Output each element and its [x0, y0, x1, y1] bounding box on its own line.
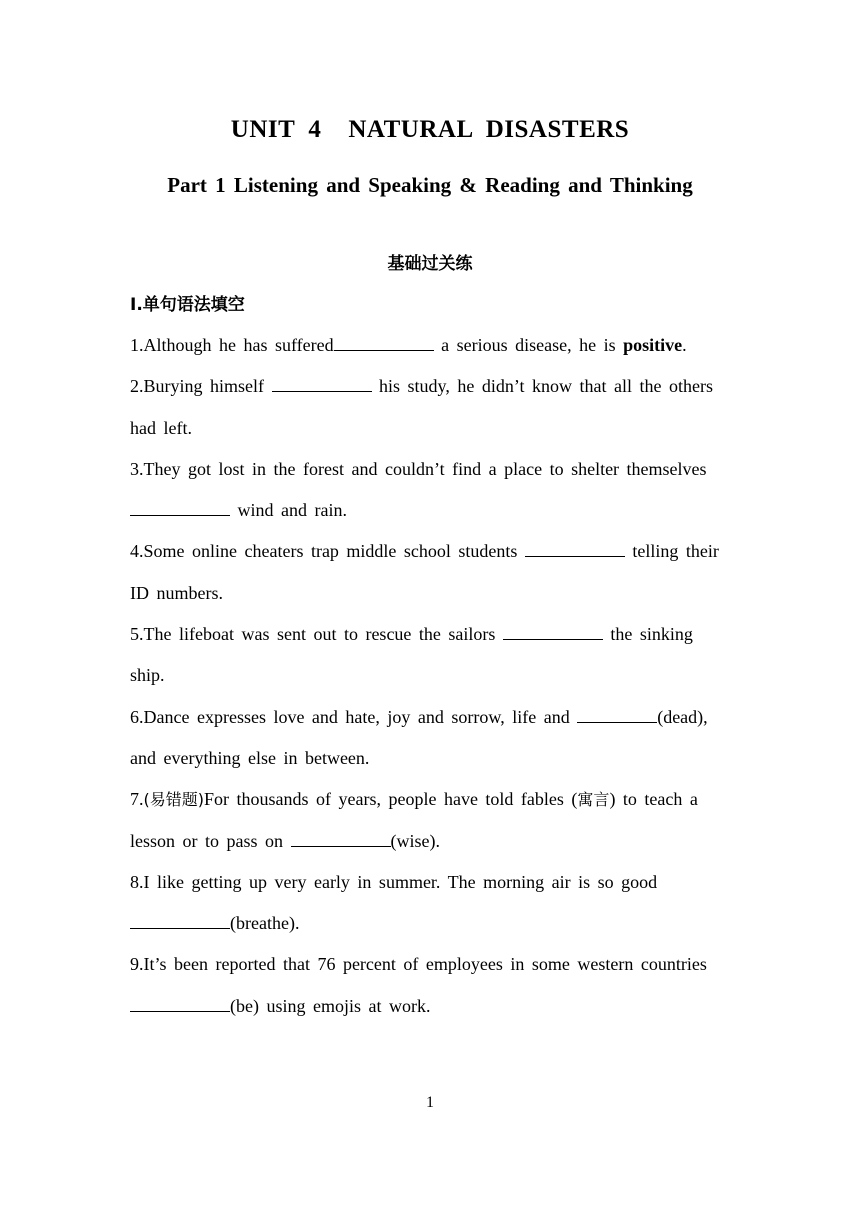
item-text: The lifeboat was sent out to rescue the sailors	[143, 624, 503, 645]
item-text: (be) using emojis at work.	[230, 995, 431, 1016]
item-text: I like getting up very early in summer. The morning air is so good	[143, 871, 658, 892]
exercise-item-4	[130, 531, 730, 614]
item-text: (dead), and everything else in between.	[130, 706, 708, 768]
exercise-subtitle: 基础过关练	[387, 254, 473, 274]
item-text: Some online cheaters trap middle school students	[143, 541, 525, 562]
item-text: the sinking ship.	[130, 624, 693, 686]
item-text: (breathe).	[230, 913, 300, 934]
answer-blank[interactable]	[525, 540, 625, 557]
exercise-item-5	[130, 614, 730, 697]
item-number: 9.	[130, 954, 144, 975]
item-text: It’s been reported that 76 percent of employees in some western countries	[143, 954, 707, 975]
item-gloss: 寓言	[577, 790, 610, 810]
item-number: 4.	[130, 541, 144, 562]
answer-blank[interactable]	[130, 499, 230, 516]
answer-blank[interactable]	[334, 334, 434, 351]
item-number: 1.	[130, 335, 144, 355]
item-number: 8.	[130, 871, 144, 892]
item-text: wind and rain.	[230, 500, 347, 521]
page-number: 1	[426, 1094, 434, 1111]
item-number: 5.	[130, 624, 144, 645]
exercise-item-3	[130, 449, 730, 532]
answer-blank[interactable]	[291, 830, 391, 847]
item-text: They got lost in the forest and couldn’t find a place to shelter themselves	[143, 458, 707, 479]
unit-title: UNIT 4 NATURAL DISASTERS	[230, 116, 630, 143]
answer-blank[interactable]	[503, 623, 603, 640]
exercise-item-6	[130, 697, 730, 780]
part-heading: Part 1 Listening and Speaking & Reading and Thinking	[167, 173, 693, 197]
item-text: .	[682, 335, 687, 355]
answer-blank[interactable]	[130, 912, 230, 929]
exercise-item-1	[130, 325, 730, 366]
item-text: Burying himself	[143, 376, 272, 397]
item-text: a serious disease, he is	[433, 335, 624, 355]
item-tag: (易错题)	[143, 790, 204, 810]
item-number: 6.	[130, 706, 144, 727]
item-text: Dance expresses love and hate, joy and sorrow, life and	[143, 706, 578, 727]
item-text: (wise).	[390, 830, 440, 851]
item-text: Although he has suffered	[143, 335, 334, 355]
item-text: For thousands of years, people have told fables (	[204, 789, 578, 810]
exercise-item-8	[130, 862, 730, 945]
exercise-item-2	[130, 366, 730, 449]
item-text: telling their ID numbers.	[130, 541, 719, 603]
exercise-item-7	[130, 779, 730, 862]
item-number: 2.	[130, 376, 144, 397]
item-text: ) to teach a lesson or to pass on	[130, 789, 698, 851]
item-text: his study, he didn’t know that all the others had left.	[130, 376, 713, 438]
answer-blank[interactable]	[272, 375, 372, 392]
exercise-item-9	[130, 944, 730, 1027]
exercise-list	[130, 325, 730, 1027]
item-keyword: positive	[623, 335, 683, 355]
item-number: 7.	[130, 789, 144, 810]
answer-blank[interactable]	[130, 995, 230, 1012]
section-heading: Ⅰ.单句语法填空	[130, 295, 245, 315]
answer-blank[interactable]	[577, 706, 657, 723]
item-number: 3.	[130, 458, 144, 479]
